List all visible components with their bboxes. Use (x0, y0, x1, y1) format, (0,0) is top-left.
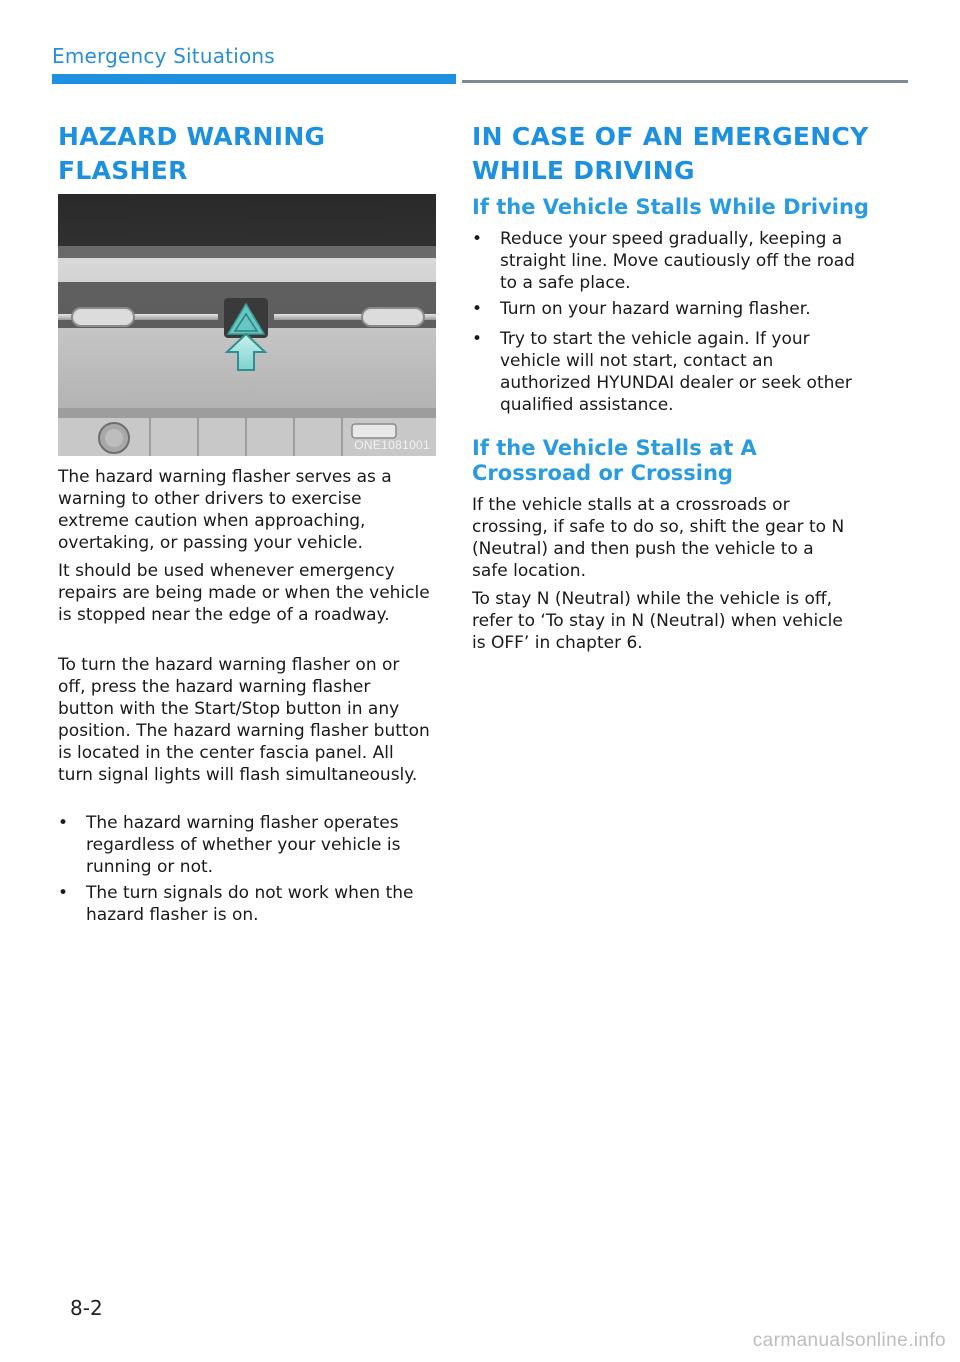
section-title-line: WHILE DRIVING (472, 156, 695, 185)
subsection-title-line: If the Vehicle Stalls at A (472, 436, 757, 460)
list-item-text: The hazard warning flasher operates regardless of whether your vehicle is running or not. (86, 813, 401, 877)
header-rule (462, 80, 908, 83)
list-item-text: The turn signals do not work when the hazard flasher is on. (86, 883, 414, 925)
section-title-line: FLASHER (58, 156, 188, 185)
bullet-dot: • (58, 883, 69, 903)
paragraph: To stay N (Neutral) while the vehicle is off, refer to ‘To stay in N (Neutral) when vehicle is OFF’ in chapter 6. (472, 589, 843, 653)
hazard-button-illustration (58, 194, 436, 456)
list-item-text: Reduce your speed gradually, keeping a straight line. Move cautiously off the road to a safe place. (500, 229, 855, 293)
list-item-text: Turn on your hazard warning flasher. (500, 299, 811, 319)
section-title-line: IN CASE OF AN EMERGENCY (472, 122, 869, 151)
subsection-title-line: Crossroad or Crossing (472, 461, 733, 485)
list-item (472, 228, 860, 294)
list-item (472, 298, 860, 320)
list-item (58, 882, 438, 926)
figure-code: ONE1081001 (354, 438, 430, 452)
section-title-emergency (472, 120, 869, 188)
subsection-title: If the Vehicle Stalls While Driving (472, 195, 869, 219)
watermark: carmanualsonline.info (752, 1330, 946, 1351)
bullet-dot: • (58, 813, 69, 833)
bullet-dot: • (472, 329, 483, 349)
page-number: 8-2 (70, 1296, 103, 1320)
hazard-button-figure (58, 194, 436, 456)
section-title-line: HAZARD WARNING (58, 122, 326, 151)
subsection-title (472, 436, 757, 486)
paragraph: To turn the hazard warning flasher on or off, press the hazard warning flasher button with the Start/Stop button in any position. The hazard warning flasher button is located in the center fascia panel. All turn signal lights will flash simultaneously. (58, 655, 430, 785)
paragraph: The hazard warning flasher serves as a warning to other drivers to exercise extreme caution when approaching, overtaking, or passing your vehicle. (58, 467, 392, 553)
list-item-text: Try to start the vehicle again. If your vehicle will not start, contact an authorized HYUNDAI dealer or seek other qualified assistance. (500, 329, 852, 415)
paragraph: It should be used whenever emergency repairs are being made or when the vehicle is stopped near the edge of a roadway. (58, 561, 430, 625)
section-title-hazard (58, 120, 325, 188)
list-item (472, 328, 860, 416)
bullet-dot: • (472, 299, 483, 319)
paragraph: If the vehicle stalls at a crossroads or crossing, if safe to do so, shift the gear to N (Neutral) and then push the vehicle to a safe location. (472, 495, 845, 581)
bullet-dot: • (472, 229, 483, 249)
list-item (58, 812, 438, 878)
header-accent-bar (52, 74, 456, 84)
chapter-title: Emergency Situations (52, 44, 275, 68)
